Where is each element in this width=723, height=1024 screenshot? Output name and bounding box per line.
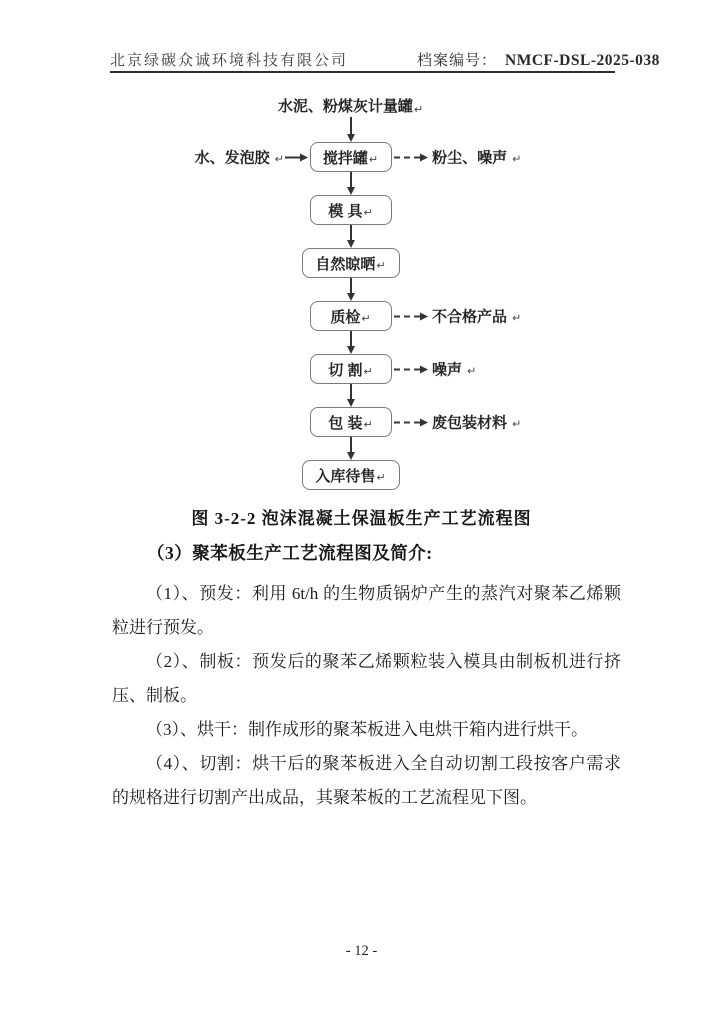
arrow-head <box>420 312 428 320</box>
flow-row <box>310 407 522 437</box>
flow-arrow-down <box>347 278 355 301</box>
return-mark: ↵ <box>512 417 522 431</box>
body-text <box>112 577 621 815</box>
arrow-head <box>347 452 355 460</box>
return-mark: ↵ <box>376 470 386 484</box>
return-mark: ↵ <box>376 258 386 272</box>
flow-node <box>310 195 392 225</box>
arrow-line <box>350 384 352 399</box>
return-mark: ↵ <box>413 103 424 116</box>
flow-input <box>191 147 308 168</box>
return-mark: ↵ <box>361 311 371 325</box>
paragraph: （2）、制板：预发后的聚苯乙烯颗粒装入模具由制板机进行挤压、制板。 <box>112 652 621 705</box>
return-mark: ↵ <box>363 205 373 219</box>
arrow-head <box>347 293 355 301</box>
flow-arrow-down <box>347 117 355 142</box>
arrow-line <box>350 437 352 452</box>
arrow-line <box>394 421 420 423</box>
flow-row <box>302 248 399 278</box>
flow-output-label: 粉尘、噪声 <box>432 149 508 167</box>
solid-arrow-right <box>285 153 308 161</box>
flow-arrow-down <box>347 331 355 354</box>
return-mark: ↵ <box>467 364 477 378</box>
flow-node-label: 切 割 <box>328 361 363 379</box>
flow-arrow-down <box>347 225 355 248</box>
paragraph: （1）、预发：利用 6t/h 的生物质锅炉产生的蒸汽对聚苯乙烯颗粒进行预发。 <box>112 584 621 637</box>
arrow-head <box>420 418 428 426</box>
arrow-head <box>347 134 355 142</box>
flow-node <box>310 407 522 437</box>
arrow-line <box>350 225 352 240</box>
figure-caption: 图 3-2-2 泡沫混凝土保温板生产工艺流程图 <box>191 509 532 528</box>
arrow-line <box>394 368 420 370</box>
arrow-line <box>350 172 352 187</box>
flow-output-label: 噪声 <box>432 361 463 379</box>
archive-label: 档案编号： <box>417 53 498 69</box>
flow-node-label: 模 具 <box>328 202 363 220</box>
flow-node <box>310 354 477 384</box>
return-mark: ↵ <box>274 152 284 166</box>
flow-node-label: 搅拌罐 <box>322 149 368 167</box>
arrow-head <box>347 240 355 248</box>
header-company-name: 北京绿碳众诚环境科技有限公司 <box>110 53 349 69</box>
flow-output <box>394 306 522 327</box>
flow-row <box>310 195 392 225</box>
flow-output-label: 不合格产品 <box>432 308 508 326</box>
section-heading: （3）聚苯板生产工艺流程图及简介: <box>147 543 433 563</box>
flow-row <box>310 354 477 384</box>
flow-arrow-down <box>347 437 355 460</box>
arrow-head <box>420 365 428 373</box>
flow-output-label: 废包装材料 <box>432 414 508 432</box>
flow-node <box>302 248 399 278</box>
flow-input-label: 水、发泡胶 <box>194 149 270 167</box>
arrow-line <box>394 315 420 317</box>
arrow-head <box>347 399 355 407</box>
flow-node <box>194 142 522 172</box>
arrow-line <box>350 117 352 134</box>
flow-row <box>194 142 522 172</box>
return-mark: ↵ <box>363 417 373 431</box>
arrow-line <box>350 278 352 293</box>
dashed-arrow-right <box>394 312 428 320</box>
flow-output <box>394 147 522 168</box>
arrow-line <box>350 331 352 346</box>
dashed-arrow-right <box>394 418 428 426</box>
flow-node-label: 自然晾晒 <box>315 255 376 273</box>
flow-node-label: 质检 <box>330 308 361 326</box>
flow-source-label: 水泥、粉煤灰计量罐↵ <box>277 98 424 116</box>
flow-node <box>302 460 399 490</box>
arrow-head <box>347 346 355 354</box>
flow-row <box>302 460 399 490</box>
flow-output <box>394 359 477 380</box>
return-mark: ↵ <box>512 311 522 325</box>
arrow-line <box>285 156 300 158</box>
flow-arrow-down <box>347 172 355 195</box>
return-mark: ↵ <box>512 152 522 166</box>
dashed-arrow-right <box>394 153 428 161</box>
header-archive-number <box>417 49 660 70</box>
flow-arrow-down <box>347 384 355 407</box>
arrow-line <box>394 156 420 158</box>
page-number: - 12 - <box>345 943 378 959</box>
return-mark: ↵ <box>368 152 379 166</box>
flow-output <box>394 412 522 433</box>
paragraph: （3）、烘干：制作成形的聚苯板进入电烘干箱内进行烘干。 <box>146 720 588 739</box>
arrow-head <box>300 153 308 161</box>
process-flowchart <box>0 97 702 490</box>
flow-row <box>310 301 522 331</box>
dashed-arrow-right <box>394 365 428 373</box>
return-mark: ↵ <box>363 364 373 378</box>
flow-node-label: 入库待售 <box>315 467 376 485</box>
flow-node-label: 包 装 <box>328 414 363 432</box>
arrow-head <box>420 153 428 161</box>
paragraph: （4）、切割：烘干后的聚苯板进入全自动切割工段按客户需求的规格进行切割产出成品，其聚苯板的工艺流程见下图。 <box>112 754 621 807</box>
header-rule <box>110 71 615 73</box>
arrow-head <box>347 187 355 195</box>
flow-node <box>310 301 522 331</box>
archive-value: NMCF-DSL-2025-038 <box>505 52 660 69</box>
